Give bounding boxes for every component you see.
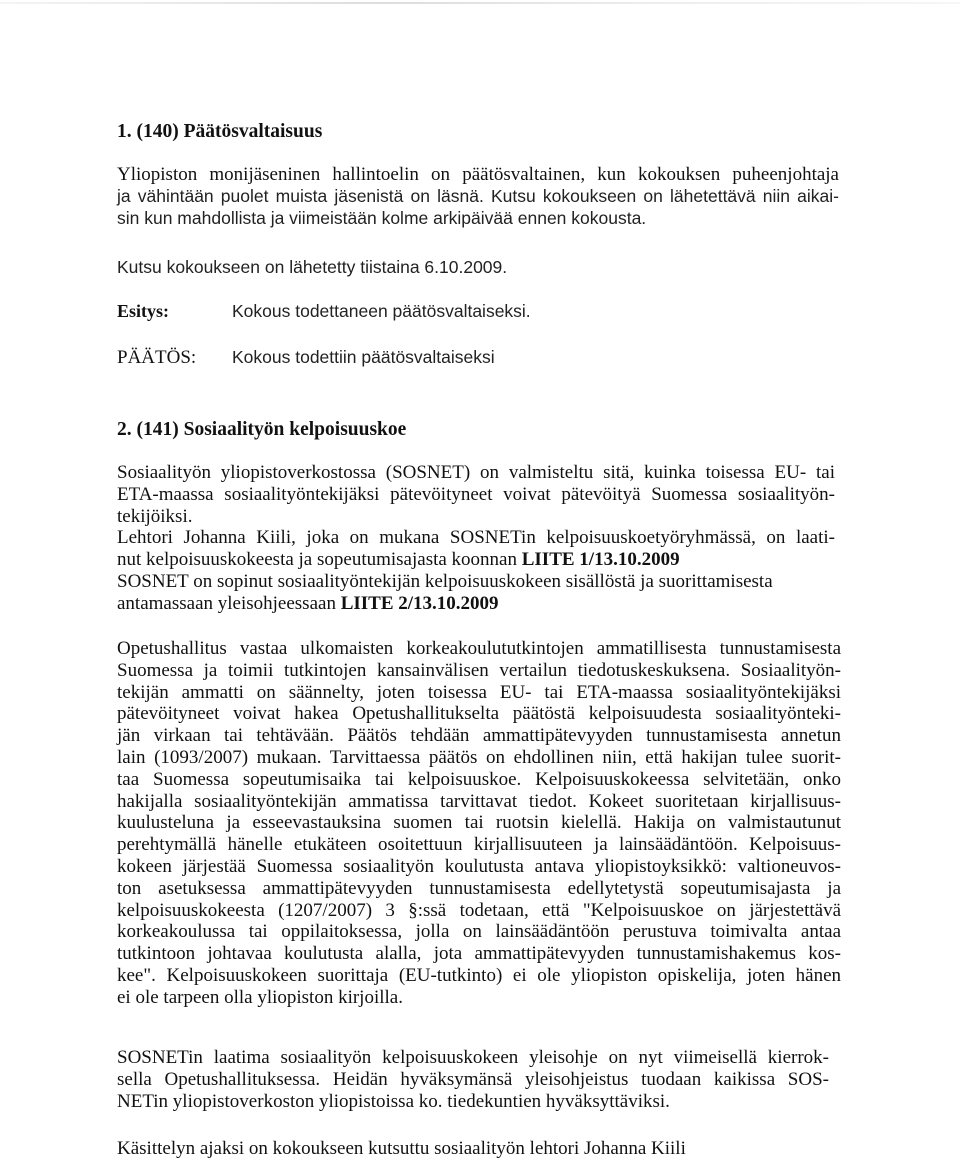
yleisohje-line: SOSNETin laatima sosiaalityön kelpoisuuskokeen yleisohje on nyt viimeisellä kierrok- [117, 1047, 829, 1068]
esitys-label: Esitys: [117, 301, 170, 321]
paatos-label: PÄÄTÖS: [117, 347, 197, 368]
opetushallitus-line: Suomessa ja toimii tutkintojen kansainvälisen vertailun tiedotuskeskuksena. Sosiaalityön- [117, 659, 841, 681]
opetushallitus-line: pätevöityneet voivat hakea Opetushallitukselta päätöstä kelpoisuudesta sosiaalityönteki- [117, 703, 841, 725]
attachment-reference-2: LIITE 2/13.10.2009 [340, 592, 499, 614]
item2-line-text: nut kelpoisuuskokeesta ja sopeutumisajasta koonnan [117, 549, 522, 571]
item2-line-text: antamassaan yleisohjeessaan [117, 592, 341, 614]
opetushallitus-line: korkeakoulussa tai oppilaitoksessa, jolla on lainsäädäntöön perustuva toimivalta antaa [117, 921, 841, 943]
item1-invitation-note: Kutsu kokoukseen on lähetetty tiistaina 6.10.2009. [117, 257, 508, 277]
opetushallitus-line: lain (1093/2007) mukaan. Tarvittaessa päätös on ehdollinen niin, että hakijan tulee suorit- [117, 746, 841, 768]
item2-paragraph-sosnet [117, 462, 835, 615]
item2-paragraph-opetushallitus [117, 638, 841, 1009]
item1-heading: 1. (140) Päätösvaltaisuus [117, 121, 323, 142]
opetushallitus-line: Opetushallitus vastaa ulkomaisten korkeakoulututkintojen ammatillisesta tunnustamisesta [117, 638, 841, 659]
item2-paragraph-line [117, 549, 835, 571]
item1-paragraph-line: ja vähintään puolet muista jäsenistä on läsnä. Kutsu kokoukseen on lähetettävä niin aikai- [117, 185, 839, 206]
opetushallitus-line: tekijän ammatti on säännelty, joten toisessa EU- tai ETA-maassa sosiaalityöntekijäksi [117, 681, 841, 703]
yleisohje-line: NETin yliopistoverkoston yliopistoissa ko. tiedekuntien hyväksyttäviksi. [117, 1090, 670, 1112]
item2-paragraph-line: SOSNET on sopinut sosiaalityöntekijän kelpoisuuskokeen sisällöstä ja suorittamisesta [117, 570, 773, 592]
item2-paragraph-line: tekijöiksi. [117, 505, 193, 527]
opetushallitus-line: ei ole tarpeen olla yliopiston kirjoilla. [117, 986, 403, 1008]
opetushallitus-line: taa Suomessa sopeutumisaika tai kelpoisuuskoe. Kelpoisuuskokeessa selvitetään, onko [117, 768, 841, 790]
item2-heading: 2. (141) Sosiaalityön kelpoisuuskoe [117, 419, 407, 440]
opetushallitus-line: kuulusteluna ja esseevastauksina suomen tai ruotsin kielellä. Hakija on valmistautunut [117, 812, 841, 834]
opetushallitus-line: kee". Kelpoisuuskokeen suorittaja (EU-tutkinto) ei ole yliopiston opiskelija, joten hänen [117, 964, 841, 986]
item1-paragraph-line: Yliopiston monijäseninen hallintoelin on päätösvaltainen, kun kokouksen puheenjohtaja [117, 164, 839, 185]
item1-paragraph [117, 164, 839, 229]
opetushallitus-line: tutkintoon johtavaa koulutusta alalla, jota ammattipätevyyden tunnustamishakemus kos- [117, 943, 841, 965]
item2-paragraph-line [117, 593, 835, 615]
item2-paragraph-line: ETA-maassa sosiaalityöntekijäksi pätevöityneet voivat pätevöityä Suomessa sosiaalityön- [117, 483, 835, 505]
attachment-reference-1: LIITE 1/13.10.2009 [521, 549, 680, 571]
opetushallitus-line: kelpoisuuskokeesta (1207/2007) 3 §:ssä todetaan, että "Kelpoisuuskoe on järjestettävä [117, 899, 841, 921]
opetushallitus-line: hakijalla sosiaalityöntekijän ammatissa tarvittavat tiedot. Kokeet suoritetaan kirjallisuus- [117, 790, 841, 812]
item2-final-note: Käsittelyn ajaksi on kokoukseen kutsuttu sosiaalityön lehtori Johanna Kiili [117, 1138, 686, 1159]
opetushallitus-line: jän virkaan tai tehtävään. Päätös tehdään ammattipätevyyden tunnustamisesta annetun [117, 725, 841, 747]
item2-paragraph-line: Lehtori Johanna Kiili, joka on mukana SOSNETin kelpoisuuskoetyöryhmässä, on laati- [117, 527, 835, 549]
scan-edge-line [0, 2, 960, 4]
item1-paragraph-line: sin kun mahdollista ja viimeistään kolme arkipäivää ennen kokousta. [117, 207, 647, 228]
opetushallitus-line: ton asetuksessa ammattipätevyyden tunnustamisesta edellytetystä sopeutumisajasta ja [117, 877, 841, 899]
yleisohje-line: sella Opetushallituksessa. Heidän hyväksymänsä yleisohjeistus tuodaan kaikissa SOS- [117, 1068, 829, 1090]
item2-paragraph-line: Sosiaalityön yliopistoverkostossa (SOSNET) on valmisteltu sitä, kuinka toisessa EU- tai [117, 462, 835, 483]
opetushallitus-line: perehtymällä hänelle etukäteen osoitettuun kirjallisuuteen ja lainsäädäntöön. Kelpoisuus- [117, 834, 841, 856]
paatos-text: Kokous todettiin päätösvaltaiseksi [232, 347, 495, 367]
item2-paragraph-yleisohje [117, 1047, 829, 1112]
esitys-text: Kokous todettaneen päätösvaltaiseksi. [232, 301, 531, 321]
opetushallitus-line: kokeen järjestää Suomessa sosiaalityön koulutusta antava yliopistoyksikkö: valtioneuvos- [117, 855, 841, 877]
